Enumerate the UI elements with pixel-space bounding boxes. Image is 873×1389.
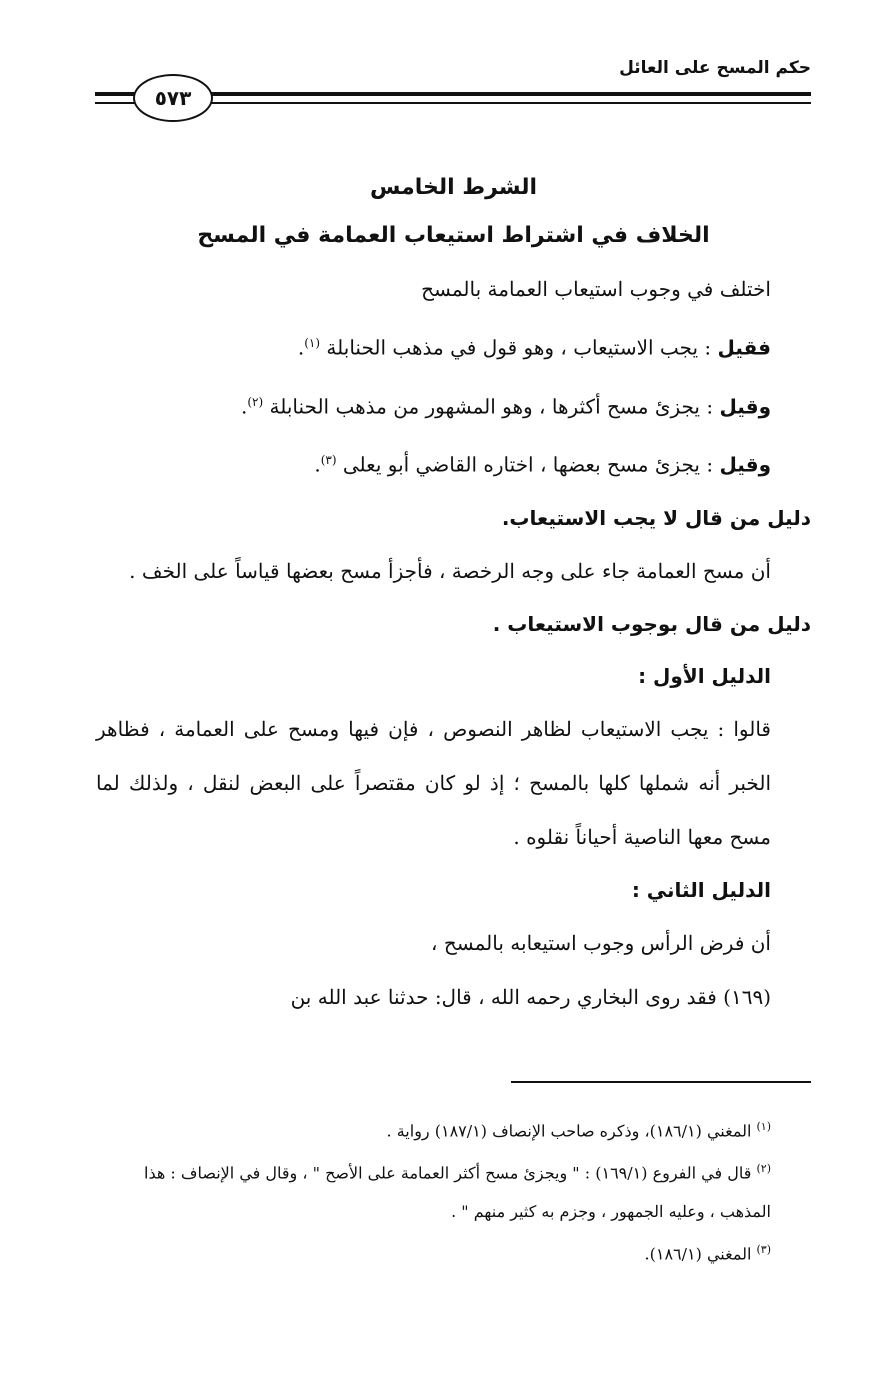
opinion-2-lead: وقيل <box>719 394 771 419</box>
footnote-ref-2[interactable]: (٢) <box>247 394 264 409</box>
second-proof-text: أن فرض الرأس وجوب استيعابه بالمسح ، <box>431 930 771 955</box>
footnote-1-number: (١) <box>756 1120 771 1133</box>
footnote-3-text: المغني (١٨٦/١). <box>644 1243 752 1263</box>
hadith-text: (١٦٩) فقد روى البخاري رحمه الله ، قال: حدثنا عبد الله بن <box>290 984 771 1009</box>
opinion-2-text: : يجزئ مسح أكثرها ، وهو المشهور من مذهب الحنابلة <box>269 394 714 419</box>
first-proof-text: قالوا : يجب الاستيعاب لظاهر النصوص ، فإن فيها ومسح على العمامة ، فظاهر الخبر أنه شملها كلها بالمسح ؛ إذ لو كان مقتصراً على البعض لنقل ، ولذلك لما مسح معها الناصية أحياناً نقلوه . <box>96 716 771 849</box>
running-title: حكم المسح على العائل <box>619 58 811 78</box>
footnote-ref-1[interactable]: (١) <box>304 336 321 350</box>
footnotes <box>96 1108 811 1273</box>
condition-title: الشرط الخامس <box>369 175 538 200</box>
intro-paragraph: اختلف في وجوب استيعاب العمامة بالمسح <box>421 277 771 301</box>
opinion-1-lead: فقيل <box>717 335 771 360</box>
footnote-separator <box>511 1081 811 1083</box>
opinion-3: وقيل : يجزئ مسح بعضها ، اختاره القاضي أبو يعلى $^{(٣)}$. <box>314 452 771 477</box>
footnote-2 <box>96 1150 811 1230</box>
proof-no-title: دليل من قال لا يجب الاستيعاب. <box>501 505 811 530</box>
opinion-3-lead: وقيل <box>719 452 771 477</box>
opinion-3-text: : يجزئ مسح بعضها ، اختاره القاضي أبو يعلى <box>342 452 714 477</box>
opinion-1-text: : يجب الاستيعاب ، وهو قول في مذهب الحنابلة <box>326 335 712 360</box>
footnote-1 <box>96 1108 811 1150</box>
opinion-2: وقيل : يجزئ مسح أكثرها ، وهو المشهور من مذهب الحنابلة $^{(٢)}$. <box>240 394 771 419</box>
footnote-2-number: (٢) <box>756 1162 771 1176</box>
footnote-3 <box>96 1231 811 1273</box>
footnote-2-text: قال في الفروع (١٦٩/١) : " ويجزئ مسح أكثر العمامة على الأصح " ، وقال في الإنصاف : هذا المذهب ، وعليه الجمهور ، وجزم به كثير منهم " . <box>144 1163 771 1221</box>
page-number: ٥٧٣ <box>133 74 213 122</box>
opinion-1: فقيل : يجب الاستيعاب ، وهو قول في مذهب الحنابلة $^{(١)}$. <box>297 335 771 360</box>
footnote-3-number: (٣) <box>756 1242 771 1256</box>
proof-no-text: أن مسح العمامة جاء على وجه الرخصة ، فأجزأ مسح بعضها قياساً على الخف . <box>129 558 771 583</box>
proof-yes-title: دليل من قال بوجوب الاستيعاب . <box>492 611 811 636</box>
footnote-ref-3[interactable]: (٣) <box>320 453 337 468</box>
first-proof-title: الدليل الأول : <box>638 663 771 688</box>
page-header <box>95 52 811 122</box>
main-text <box>96 168 811 1024</box>
second-proof-title: الدليل الثاني : <box>631 877 771 902</box>
footnote-1-text: المغني (١٨٦/١)، وذكره صاحب الإنصاف (١٨٧/١) رواية . <box>386 1121 752 1141</box>
section-title: الخلاف في اشتراط استيعاب العمامة في المسح <box>197 223 710 248</box>
